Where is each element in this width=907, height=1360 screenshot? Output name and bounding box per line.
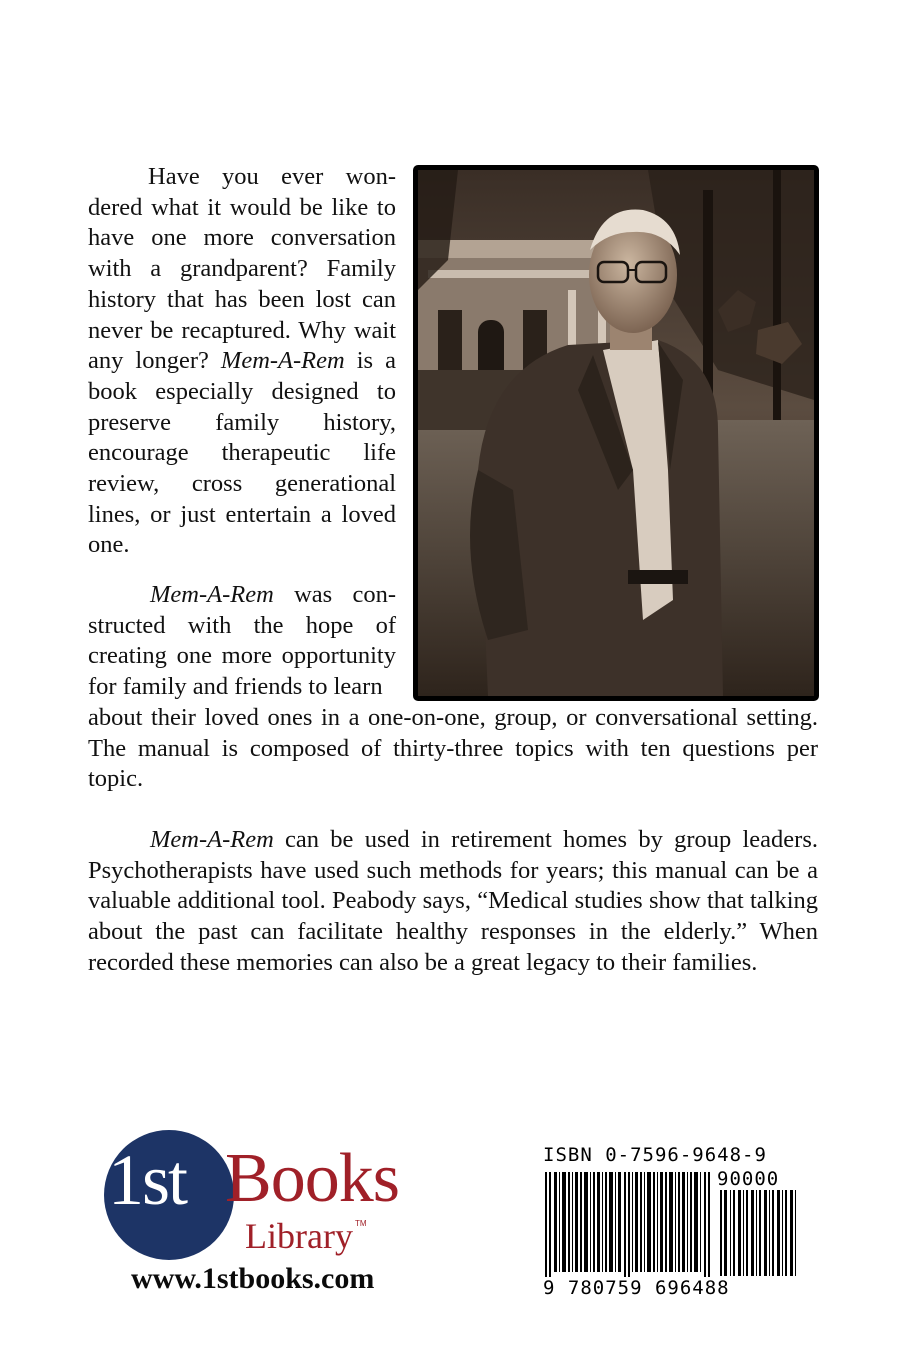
publisher-logo	[104, 1128, 439, 1268]
logo-trademark: TM	[355, 1219, 367, 1228]
book-title-italic: Mem-A-Rem	[220, 347, 345, 375]
book-title-italic: Mem-A-Rem	[150, 581, 274, 608]
blurb-paragraph-2-top	[88, 580, 396, 703]
blurb-p1-start: Have you ever won-dered what it would be like to have one more conversation with a grandparent? Family history that has been lost can never be recaptured. Why wait any longer?	[88, 163, 396, 375]
blurb-p2-start: was con-structed with the hope of creating one more opportunity for family and friends to learn	[88, 581, 396, 701]
publisher-website: www.1stbooks.com	[131, 1262, 375, 1295]
logo-books-text: Books	[225, 1140, 399, 1217]
blurb-p1-end: is a book especially designed to preserve family history, encourage therapeutic life review, cross generational lines, or just entertain a loved one.	[88, 347, 397, 559]
ean-number: 9 780759 696488	[543, 1277, 730, 1299]
barcode-bars-addon	[718, 1190, 800, 1276]
isbn-number: ISBN 0-7596-9648-9	[543, 1144, 767, 1166]
blurb-paragraph-3	[88, 825, 818, 979]
logo-1st-text: 1st	[108, 1140, 187, 1220]
book-title-italic: Mem-A-Rem	[150, 826, 274, 853]
barcode-bars-main	[543, 1172, 715, 1280]
price-code: 90000	[717, 1168, 780, 1190]
blurb-p3-text: can be used in retirement homes by group leaders. Psychotherapists have used such methods for years; this manual can be a valuable additional tool. Peabody says, “Medical studies show that talking about the past can facilitate healthy responses in the elderly.” When recorded these memories can also be a great legacy to their families.	[88, 826, 818, 976]
author-photo-illustration	[418, 170, 814, 696]
author-photo	[413, 165, 819, 701]
blurb-paragraph-1	[88, 162, 396, 561]
logo-library-text: Library	[245, 1216, 353, 1256]
blurb-paragraph-2-bottom: about their loved ones in a one-on-one, group, or conversational setting. The manual is composed of thirty-three topics with ten questions per topic.	[88, 704, 818, 793]
